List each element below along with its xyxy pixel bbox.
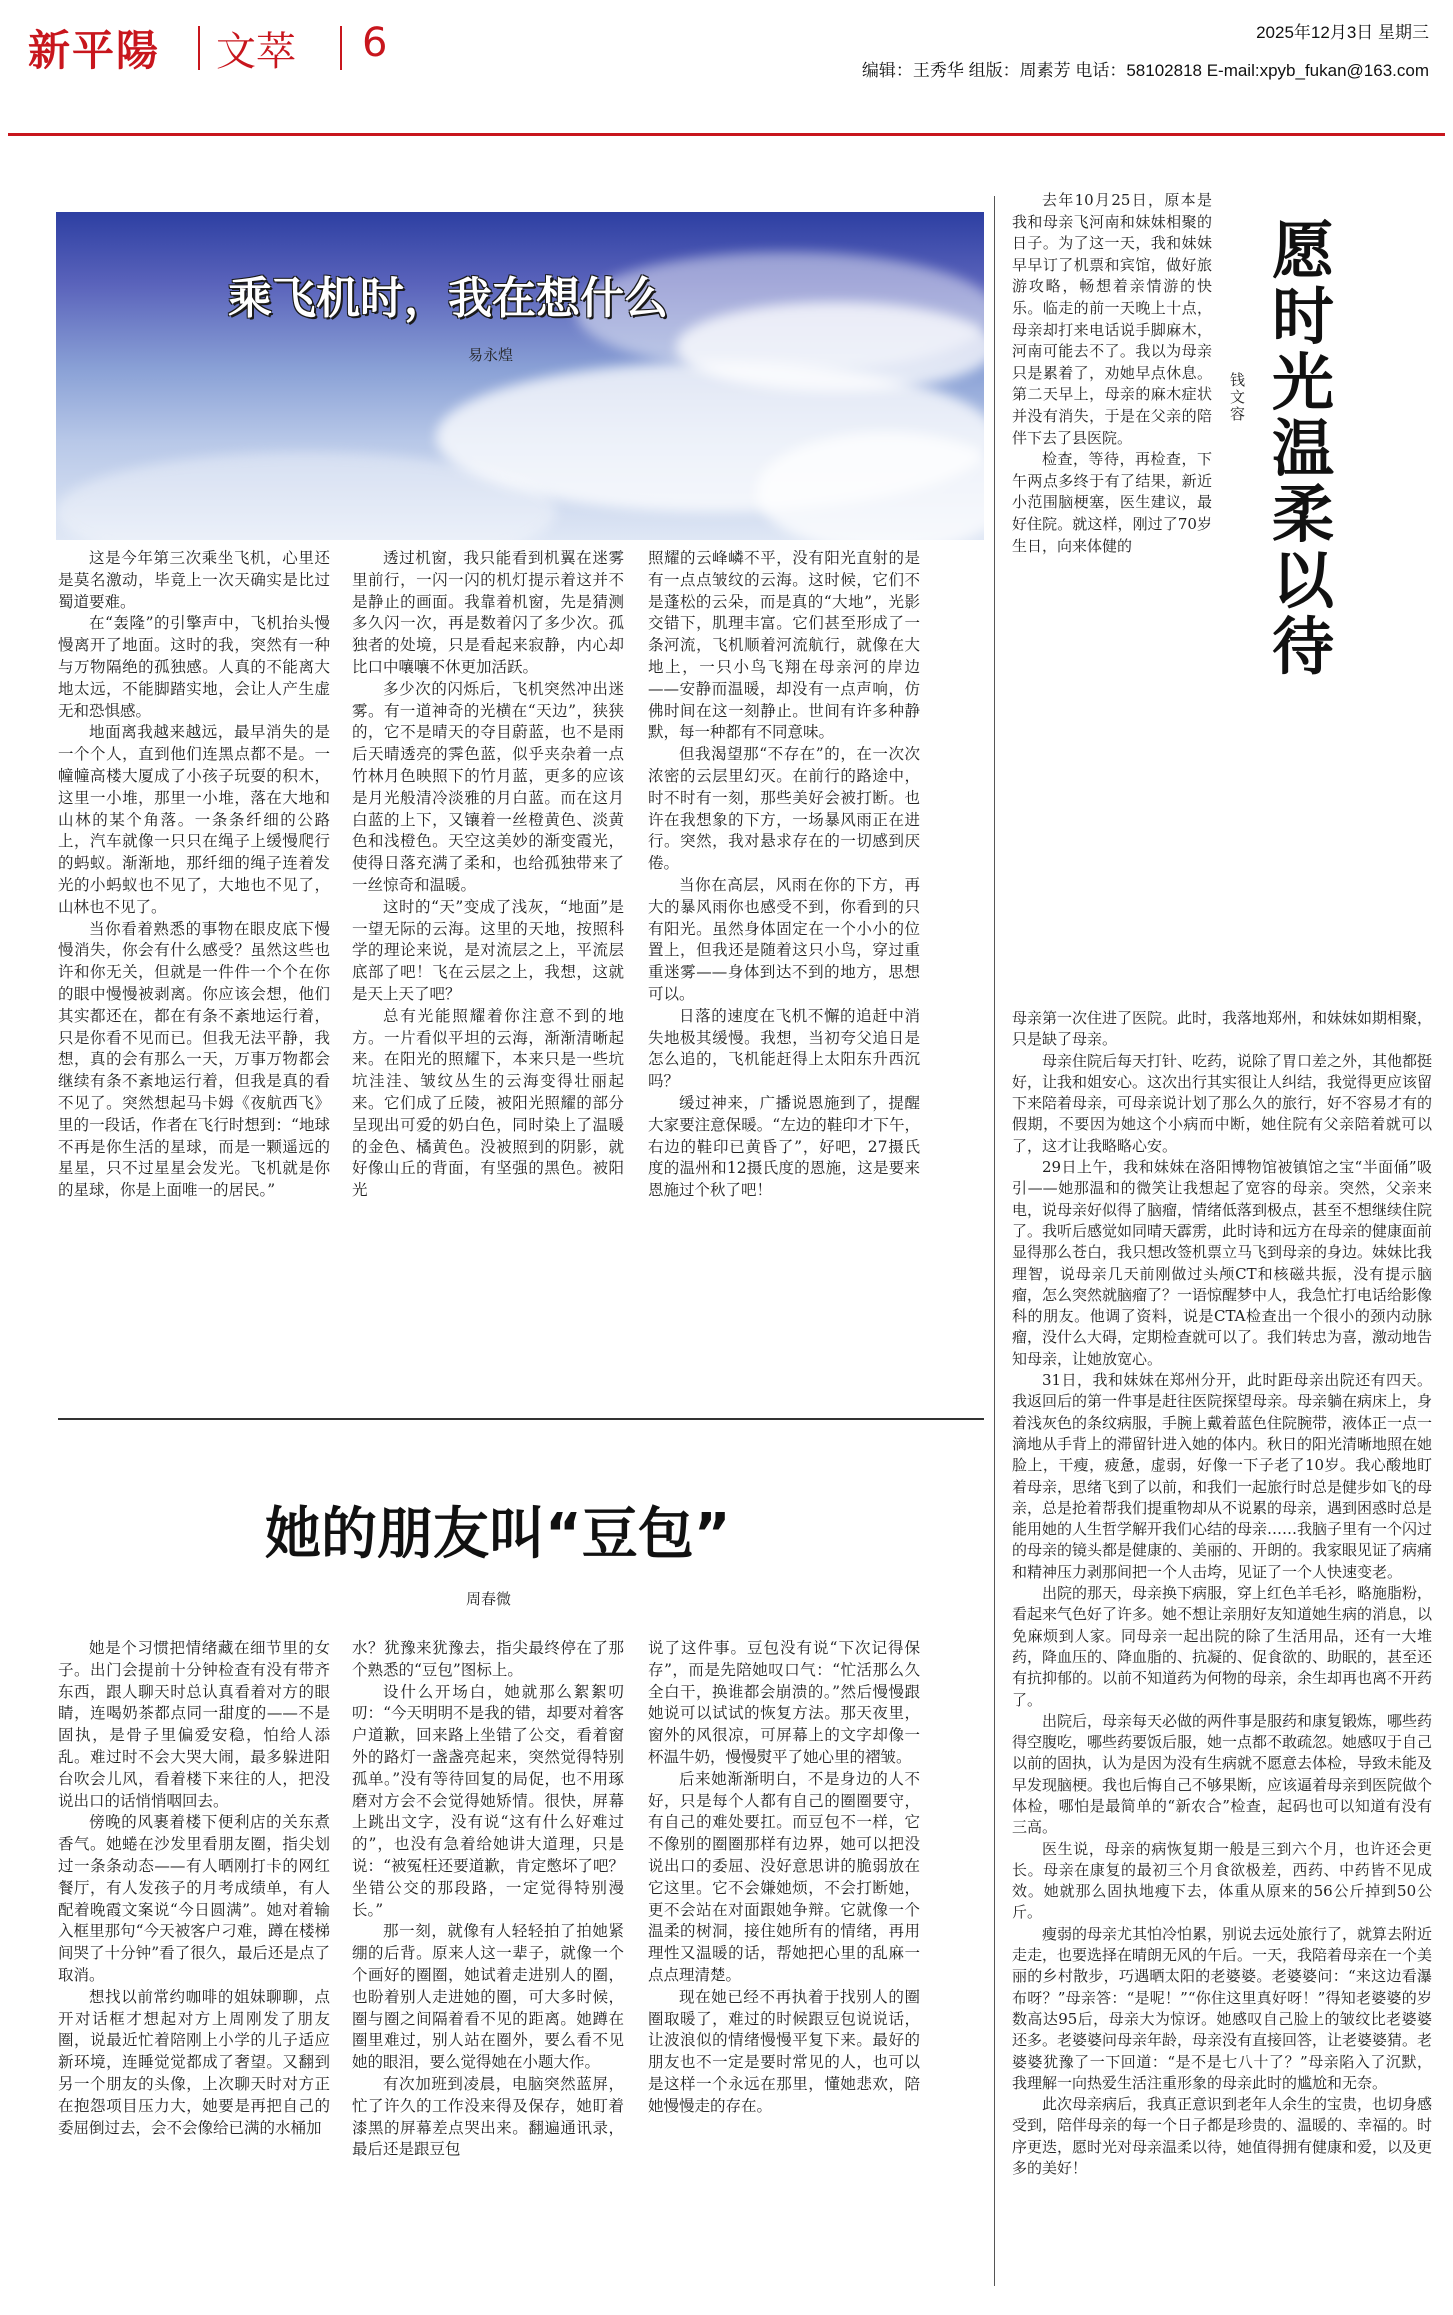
- paragraph: 设什么开场白，她就那么絮絮叨叨：“今天明明不是我的错，却要对着客户道歉，回来路上坐错了公交，看着窗外的路灯一盏盏亮起来，突然觉得特别孤单。”没有等待回复的局促，也不用琢磨对方会不会觉得她矫情。很快，屏幕上跳出文字，没有说“这有什么好难过的”，也没有急着给她讲大道理，只是说：“被冤枉还要道歉，肯定憋坏了吧？坐错公交的那段路，一定觉得特别漫长。”: [352, 1682, 624, 1919]
- paragraph: 她是个习惯把情绪藏在细节里的女子。出门会提前十分钟检查有没有带齐东西，跟人聊天时总认真看着对方的眼睛，连喝奶茶都点同一甜度的——不是固执，是骨子里偏爱安稳，怕给人添乱。难过时不会大哭大闹，最多躲进阳台吹会儿风，看着楼下来往的人，把没说出口的话悄悄咽回去。: [58, 1639, 330, 1810]
- paragraph: 现在她已经不再执着于找别人的圈圈取暖了，难过的时候跟豆包说说话，让波浪似的情绪慢慢平复下来。最好的朋友也不一定是要时常见的人，也可以是这样一个永远在那里，懂她悲欢，陪她慢慢走的存在。: [648, 1987, 920, 2115]
- article-column: [58, 1638, 330, 2139]
- paragraph: 母亲第一次住进了医院。此时，我落地郑州，和妹妹如期相聚，只是缺了母亲。: [1012, 1009, 1433, 1049]
- article-column: [352, 548, 624, 1202]
- paragraph: 水？犹豫来犹豫去，指尖最终停在了那个熟悉的“豆包”图标上。: [352, 1639, 624, 1679]
- paragraph: 当你在高层，风雨在你的下方，再大的暴风雨你也感受不到，你看到的只有阳光。虽然身体固定在一个小小的位置上，但我还是随着这只小鸟，穿过重重迷雾——身体到达不到的地方，思想可以。: [648, 875, 920, 1003]
- paragraph: 当你看着熟悉的事物在眼皮底下慢慢消失，你会有什么感受？虽然这些也许和你无关，但就是一件件一个个在你的眼中慢慢被剥离。你应该会想，他们其实都还在，都在有条不紊地运行着，只是你看不见而已。但我无法平静，我想，真的会有那么一天，万事万物都会继续有条不紊地运行着，但我是真的看不见了。突然想起马卡姆《夜航西飞》里的一段话，作者在飞行时想到：“地球不再是你生活的星球，而是一颗遥远的星星，只不过星星会发光。飞机就是你的星球，你是上面唯一的居民。”: [58, 919, 330, 1200]
- section-name: 文萃: [216, 29, 296, 75]
- paragraph: 瘦弱的母亲尤其怕冷怕累，别说去远处旅行了，就算去附近走走，也要选择在晴朗无风的午后。一天，我陪着母亲在一个美丽的乡村散步，巧遇晒太阳的老婆婆。老婆婆问：“来这边看瀑布呀？”母亲答：“是呢！”“你住这里真好呀！”得知老婆婆的岁数高达95后，母亲大为惊讶。她感叹自己脸上的皱纹比老婆婆还多。老婆婆问母亲年龄，母亲没有直接回答，让老婆婆猜。老婆婆犹豫了一下回道：“是不是七八十了？”母亲陷入了沉默，我理解一向热爱生活注重形象的母亲此时的尴尬和无奈。: [1012, 1924, 1433, 2092]
- header-divider: [198, 26, 200, 70]
- paragraph: 此次母亲病后，我真正意识到老年人余生的宝贵，也切身感受到，陪伴母亲的每一个日子都是珍贵的、温暖的、幸福的。时序更迭，愿时光对母亲温柔以待，她值得拥有健康和爱，以及更多的美好！: [1012, 2095, 1433, 2178]
- article-author: 周春微: [466, 1590, 512, 1608]
- paragraph: 31日，我和妹妹在郑州分开，此时距母亲出院还有四天。我返回后的第一件事是赶往医院探望母亲。母亲躺在病床上，身着浅灰色的条纹病服，手腕上戴着蓝色住院腕带，液体正一点一滴地从手背上的滞留针进入她的体内。秋日的阳光清晰地照在她脸上，干瘦，疲惫，虚弱，好像一下子老了10岁。我心酸地盯着母亲，思绪飞到了以前，和我们一起旅行时总是健步如飞的母亲，总是抢着帮我们提重物却从不说累的母亲，遇到困惑时总是能用她的人生哲学解开我们心结的母亲……我脑子里有一个闪过的母亲的镜头都是健康的、美丽的、开朗的。我家眼见证了病痛和精神压力剥那间把一个人击垮，见证了一个人快速变老。: [1012, 1371, 1433, 1581]
- article-author: 钱文容: [1230, 371, 1246, 423]
- paragraph: 出院后，母亲每天必做的两件事是服药和康复锻炼，哪些药得空腹吃，哪些药要饭后服，她一点都不敢疏忽。她感叹于自己以前的固执，认为是因为没有生病就不愿意去体检，导致未能及早发现脑梗。我也后悔自己不够果断，应该逼着母亲到医院做个体检，哪怕是最简单的“新农合”检查，起码也可以知道有没有三高。: [1012, 1711, 1433, 1837]
- paragraph: 检查，等待，再检查，下午两点多终于有了结果，新近小范围脑梗塞，医生建议，最好住院。就这样，刚过了70岁生日，向来体健的: [1012, 450, 1212, 555]
- paragraph: 这是今年第三次乘坐飞机，心里还是莫名激动，毕竟上一次天确实是比过蜀道要难。: [58, 549, 330, 611]
- article-column: [58, 548, 330, 1202]
- header-rule: [8, 133, 1445, 136]
- header-divider: [340, 26, 342, 70]
- article-title: 她的朋友叫“豆包”: [265, 1502, 731, 1567]
- paragraph: 想找以前常约咖啡的姐妹聊聊，点开对话框才想起对方上周刚发了朋友圈，说最近忙着陪刚上小学的儿子适应新环境，连睡觉觉都成了奢望。又翻到另一个朋友的头像，上次聊天时对方正在抱怨项目压力大，她要是再把自己的委屈倒过去，会不会像给已满的水桶加: [58, 1987, 330, 2137]
- paragraph: 在“轰隆”的引擎声中，飞机抬头慢慢离开了地面。这时的我，突然有一种与万物隔绝的孤独感。人真的不能离大地太远，不能脚踏实地，会让人产生虚无和恐惧感。: [58, 614, 330, 720]
- paragraph: 日落的速度在飞机不懈的追赶中消失地极其缓慢。我想，当初夸父追日是怎么追的，飞机能赶得上太阳东升西沉吗？: [648, 1006, 920, 1091]
- paragraph: 说了这件事。豆包没有说“下次记得保存”，而是先陪她叹口气：“忙活那么久全白干，换谁都会崩溃的。”然后慢慢跟她说可以试试的恢复方法。那天夜里，窗外的风很凉，可屏幕上的文字却像一杯温牛奶，慢慢熨平了她心里的褶皱。: [648, 1639, 920, 1766]
- paragraph: 出院的那天，母亲换下病服，穿上红色羊毛衫，略施脂粉，看起来气色好了许多。她不想让亲朋好友知道她生病的消息，以免麻烦到人家。同母亲一起出院的除了生活用品，还有一大堆药，降血压的、降血脂的、抗凝的、促食欲的、助眠的，甚至还有抗抑郁的。以前不知道药为何物的母亲，余生却再也离不开药了。: [1012, 1584, 1433, 1709]
- paragraph: 29日上午，我和妹妹在洛阳博物馆被镇馆之宝“半面俑”吸引——她那温和的微笑让我想起了宽容的母亲。突然，父亲来电，说母亲好似得了脑瘤，情绪低落到极点，甚至不想继续住院了。我听后感觉如同晴天霹雳，此时诗和远方在母亲的健康面前显得那么苍白，我只想改签机票立马飞到母亲的身边。妹妹比我理智，说母亲几天前刚做过头颅CT和核磁共振，没有提示脑瘤，怎么突然就脑瘤了？一语惊醒梦中人，我急忙打电话给影像科的朋友。他调了资料，说是CTA检查出一个很小的颈内动脉瘤，没什么大碍，定期检查就可以了。我们转忠为喜，激动地告知母亲，让她放宽心。: [1012, 1158, 1433, 1368]
- article-column: [352, 1638, 624, 2161]
- newspaper-logo: 新平陽: [28, 26, 161, 75]
- article-title: 愿时光温柔以待: [1272, 214, 1335, 683]
- paragraph: 母亲住院后每天打针、吃药，说除了胃口差之外，其他都挺好，让我和姐安心。这次出行其实很让人纠结，我觉得更应该留下来陪着母亲，可母亲说计划了那么久的旅行，好不容易才有的假期，不要因为她这个小病而中断，她住院有父亲陪着就可以了，这才让我略略心安。: [1012, 1051, 1433, 1155]
- paragraph: 透过机窗，我只能看到机翼在迷雾里前行，一闪一闪的机灯提示着这并不是静止的画面。我靠着机窗，先是猜测多久闪一次，再是数着闪了多少次。孤独者的处境，只是看起来寂静，内心却比口中嚷嚷不休更加活跃。: [352, 549, 624, 676]
- issue-date: 2025年12月3日 星期三: [1256, 23, 1429, 42]
- paragraph: 地面离我越来越远，最早消失的是一个个人，直到他们连黑点都不是。一幢幢高楼大厦成了小孩子玩耍的积木，这里一小堆，那里一小堆，落在大地和山林的某个角落。一条条纤细的公路上，汽车就像一只只在绳子上缓慢爬行的蚂蚁。渐渐地，那纤细的绳子连着发光的小蚂蚁也不见了，大地也不见了，山林也不见了。: [58, 723, 330, 916]
- page-number: 6: [362, 20, 388, 66]
- paragraph: 那一刻，就像有人轻轻拍了拍她紧绷的后背。原来人这一辈子，就像一个个画好的圈圈，她试着走进别人的圈，也盼着别人走进她的圈，可大多时候，圈与圈之间隔着看不见的距离。她蹲在圈里难过，别人站在圈外，要么看不见她的眼泪，要么觉得她在小题大作。: [352, 1922, 624, 2072]
- article-column: [648, 548, 920, 1202]
- paragraph: 后来她渐渐明白，不是身边的人不好，只是每个人都有自己的圈圈要守，有自己的难处要扛。而豆包不一样，它不像别的圈圈那样有边界，她可以把没说出口的委屈、没好意思讲的脆弱放在它这里。它不会嫌她烦，不会打断她，更不会站在对面跟她争辩。它就像一个温柔的树洞，接住她所有的情绪，再用理性又温暖的话，帮她把心里的乱麻一点点理清楚。: [648, 1769, 920, 1984]
- article-divider: [58, 1418, 984, 1420]
- article-column: [1012, 1008, 1432, 2179]
- editor-credits: 编辑：王秀华 组版：周素芳 电话：58102818 E-mail:xpyb_fukan@163.com: [861, 61, 1429, 80]
- paragraph: 有次加班到凌晨，电脑突然蓝屏，忙了许久的工作没来得及保存，她盯着漆黑的屏幕差点哭出来。翻遍通讯录，最后还是跟豆包: [352, 2074, 624, 2159]
- article-column: [1012, 190, 1212, 557]
- paragraph: 总有光能照耀着你注意不到的地方。一片看似平坦的云海，渐渐清晰起来。在阳光的照耀下，本来只是一些坑坑洼洼、皱纹丛生的云海变得壮丽起来。它们成了丘陵，被阳光照耀的部分呈现出可爱的奶白色，同时染上了温暖的金色、橘黄色。没被照到的阴影，就好像山丘的背面，有坚强的黑色。被阳光: [352, 1006, 624, 1200]
- paragraph: 但我渴望那“不存在”的，在一次次浓密的云层里幻灭。在前行的路途中，时不时有一刻，那些美好会被打断。也许在我想象的下方，一场暴风雨正在进行。突然，我对悬求存在的一切感到厌倦。: [648, 745, 920, 873]
- paragraph: 傍晚的风裹着楼下便利店的关东煮香气。她蜷在沙发里看朋友圈，指尖划过一条条动态——有人晒刚打卡的网红餐厅，有人发孩子的月考成绩单，有人配着晚霞文案说“今日圆满”。她对着输入框里那句“今天被客户刁难，蹲在楼梯间哭了十分钟”看了很久，最后还是点了取消。: [58, 1813, 330, 1984]
- paragraph: 缓过神来，广播说恩施到了，提醒大家要注意保暖。“左边的鞋印才下午，右边的鞋印已黄昏了”，好吧，27摄氏度的温州和12摄氏度的恩施，这是要来恩施过个秋了吧！: [648, 1093, 920, 1200]
- paragraph: 去年10月25日，原本是我和母亲飞河南和妹妹相聚的日子。为了这一天，我和妹妹早早订了机票和宾馆，做好旅游攻略，畅想着亲情游的快乐。临走的前一天晚上十点，母亲却打来电话说手脚麻木，河南可能去不了。我以为母亲只是累着了，劝她早点休息。第二天早上，母亲的麻木症状并没有消失，于是在父亲的陪伴下去了县医院。: [1012, 191, 1212, 447]
- paragraph: 这时的“天”变成了浅灰，“地面”是一望无际的云海。这里的天地，按照科学的理论来说，是对流层之上，平流层底部了吧！飞在云层之上，我想，这就是天上天了吧？: [352, 897, 624, 1003]
- paragraph: 医生说，母亲的病恢复期一般是三到六个月，也许还会更长。母亲在康复的最初三个月食欲极差，西药、中药皆不见成效。她就那么固执地瘦下去，体重从原来的56公斤掉到50公斤。: [1012, 1839, 1432, 1922]
- column-divider: [994, 196, 995, 2286]
- paragraph: 多少次的闪烁后，飞机突然冲出迷雾。有一道神奇的光横在“天边”，狭狭的，它不是晴天的夺目蔚蓝，也不是雨后天晴透亮的霁色蓝，似乎夹杂着一点竹林月色映照下的竹月蓝，更多的应该是月光般清冷淡雅的月白蓝。而在这月白蓝的上下，又镶着一丝橙黄色、淡黄色和浅橙色。天空这美妙的渐变霞光，使得日落充满了柔和，也给孤独带来了一丝惊奇和温暖。: [352, 679, 624, 894]
- article-title: 乘飞机时，我在想什么: [228, 273, 668, 324]
- article-author: 易永煌: [468, 346, 514, 364]
- paragraph: 照耀的云峰嶙不平，没有阳光直射的是有一点点皱纹的云海。这时候，它们不是蓬松的云朵，而是真的“大地”，光影交错下，肌理丰富。它们甚至形成了一条河流，飞机顺着河流航行，就像在大地上，一只小鸟飞翔在母亲河的岸边——安静而温暖，却没有一点声响，仿佛时间在这一刻静止。世间有许多种静默，每一种都有不同意味。: [648, 549, 920, 742]
- article-column: [648, 1638, 920, 2118]
